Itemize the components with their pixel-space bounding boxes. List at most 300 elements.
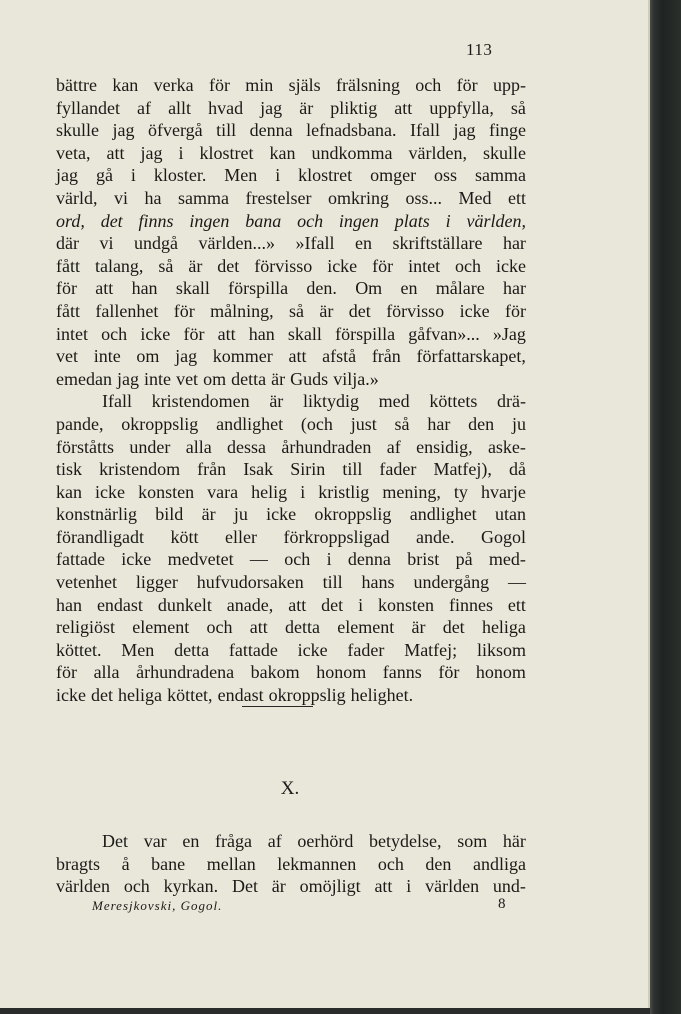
word: »Jag [492, 323, 526, 344]
word: själs [288, 75, 321, 95]
word: att [106, 142, 125, 163]
text-line [56, 97, 526, 120]
word: fyllandet [56, 97, 120, 118]
word: uppfylla, [429, 97, 494, 118]
word: och [415, 75, 442, 95]
word: lefnadsbana. [306, 120, 397, 141]
word: är [411, 617, 426, 638]
word: en [354, 233, 372, 254]
word: intet [56, 323, 88, 344]
word: Matfej), [433, 459, 492, 480]
word: vetenhet [56, 572, 117, 593]
text-line [56, 164, 526, 187]
text-line [56, 503, 526, 526]
word: af [386, 436, 401, 457]
word: jag [260, 97, 283, 118]
word: icke [95, 481, 126, 502]
word: fått [56, 255, 80, 276]
word: vi [99, 233, 114, 254]
word: var [143, 831, 167, 851]
word: med- [488, 549, 526, 570]
word: den [468, 413, 495, 434]
word: okroppslig [314, 504, 392, 525]
chapter-text [56, 830, 526, 898]
word: anade, [226, 594, 274, 615]
word: för [56, 662, 77, 683]
word: fallenhet [95, 300, 159, 321]
text-line [56, 616, 526, 639]
word: oss... [405, 187, 442, 208]
word: värld, [56, 187, 98, 208]
word: allt [168, 97, 192, 118]
word: afstå [322, 346, 357, 367]
word: fråga [215, 831, 253, 851]
word: icke [459, 300, 490, 321]
body-text [56, 74, 526, 707]
word: heliga [118, 685, 163, 706]
word: Sirin [290, 459, 326, 480]
chapter-heading: X. [280, 778, 300, 799]
word: okroppslig [268, 685, 346, 706]
word: ju [233, 504, 248, 525]
word: är [271, 876, 286, 897]
word: »Ifall [295, 233, 335, 254]
word: lekmannen [277, 853, 357, 874]
word: intet [408, 255, 441, 276]
word: till [322, 572, 343, 593]
word: liktydig [302, 391, 359, 412]
text-line [56, 548, 526, 571]
word: aske- [487, 436, 526, 457]
word: författarskapet, [416, 346, 526, 367]
word: jag [453, 120, 476, 141]
word: bane [151, 853, 186, 874]
word: oerhörd [297, 831, 354, 851]
word: icke [327, 255, 358, 276]
word: jag [56, 165, 78, 186]
text-line [56, 277, 526, 300]
word: heliga [481, 617, 526, 638]
word: förkroppsligad [283, 526, 390, 547]
word: — [249, 549, 268, 570]
word: ligger [135, 572, 178, 593]
chapter-line [56, 830, 526, 853]
word: undkomma [311, 142, 393, 163]
word: köttet. [56, 639, 102, 660]
word: det [91, 685, 114, 706]
word: i [358, 594, 364, 615]
word: målare [435, 278, 485, 299]
word: utan [494, 504, 526, 525]
word: fått [56, 300, 80, 321]
word: och [206, 617, 233, 638]
word: att [374, 876, 393, 897]
word: oss [434, 165, 458, 186]
text-line [56, 345, 526, 368]
word: mening, [382, 481, 441, 502]
word: att [394, 97, 413, 118]
word: för [183, 323, 205, 344]
word: skriftställare [392, 233, 483, 254]
word: icke [495, 255, 526, 276]
word: skulle [482, 142, 526, 163]
word: han [131, 278, 158, 299]
word: inte [93, 346, 121, 367]
word: konsten [138, 481, 195, 502]
text-line [56, 142, 526, 165]
word: kommer [212, 346, 273, 367]
word: han [248, 323, 275, 344]
word: Gogol [480, 526, 526, 547]
word: andliga [473, 853, 526, 874]
word: för [208, 75, 230, 95]
text-line [56, 526, 526, 549]
text-line [56, 232, 526, 255]
word: kristlig [318, 481, 370, 502]
word: konsten [378, 594, 435, 615]
text-line [56, 684, 526, 707]
word: i [130, 165, 136, 186]
word: samma [178, 187, 229, 208]
word: i [178, 142, 184, 163]
word: ord, [56, 210, 85, 231]
word: frestelser [245, 187, 312, 208]
word: är [269, 391, 284, 412]
word: den [425, 853, 452, 874]
word: pande, [56, 413, 104, 434]
word: århundraden [281, 436, 372, 457]
footer-signature: Meresjkovski, Gogol. [92, 898, 223, 913]
text-line [56, 368, 526, 391]
word: element [337, 617, 395, 638]
chapter-line [56, 853, 526, 876]
word: jag [175, 346, 198, 367]
word: förspilla [335, 323, 396, 344]
word: detta [174, 639, 210, 660]
word: vet [56, 346, 78, 367]
word: verka [153, 75, 194, 95]
word: målning, [210, 300, 274, 321]
word: jag [117, 368, 139, 389]
word: till [216, 120, 237, 141]
word: detta [284, 617, 320, 638]
word: köttet, [167, 685, 213, 706]
word: öfvergå [147, 120, 203, 141]
word: för [56, 278, 77, 299]
word: ingen [338, 210, 379, 231]
word: Matfej; [404, 639, 458, 660]
word: köttets [429, 391, 478, 412]
word: endast [217, 685, 264, 706]
word: i [445, 210, 451, 231]
word: hufvudorsaken [196, 572, 304, 593]
word: världen [56, 876, 110, 897]
word: und- [492, 876, 526, 897]
word: bana [245, 210, 282, 231]
chapter-line [56, 875, 526, 898]
word: det [348, 300, 371, 321]
word: fattade [56, 549, 105, 570]
word: hvad [208, 97, 244, 118]
word: kyrkan. [163, 876, 219, 897]
word: samma [474, 165, 526, 186]
word: den. [306, 278, 337, 299]
word: skall [175, 278, 210, 299]
word: klostret [199, 142, 254, 163]
word: jag [140, 142, 163, 163]
word: alla [93, 662, 120, 683]
word: att [288, 594, 307, 615]
word: okroppslig [121, 413, 199, 434]
text-line [56, 571, 526, 594]
word: har [502, 233, 526, 254]
word: undergång [413, 572, 490, 593]
word: dessa [227, 436, 267, 457]
word: honom [316, 662, 367, 683]
word: talang, [94, 255, 144, 276]
word: kött [170, 526, 199, 547]
word: här [502, 831, 526, 851]
word: frälsning [335, 75, 400, 95]
word: har [503, 278, 526, 299]
word: Om [355, 278, 383, 299]
word: att [288, 346, 307, 367]
word: är [188, 255, 203, 276]
word: pliktig [330, 97, 378, 118]
word: brist [407, 549, 440, 570]
word: hvarje [480, 481, 526, 502]
word: bild [155, 504, 184, 525]
word: dunkelt [157, 594, 212, 615]
word: Ifall [410, 120, 441, 141]
word: förvisso [386, 300, 445, 321]
word: på [455, 549, 473, 570]
word: det [442, 617, 465, 638]
word: i [300, 481, 306, 502]
word: förandligadt [56, 526, 144, 547]
word: omöjligt [299, 876, 361, 897]
word: ensidig, [416, 436, 473, 457]
word: där [56, 233, 79, 254]
word: undgå [134, 233, 178, 254]
book-spine [650, 0, 681, 1014]
text-line [56, 390, 526, 413]
text-line [56, 119, 526, 142]
word: upp- [492, 75, 526, 95]
word: för [504, 300, 526, 321]
word: ju [511, 413, 526, 434]
footer-sheet-number: 8 [498, 896, 506, 912]
word: finns [138, 210, 174, 231]
text-line [56, 255, 526, 278]
word: han [56, 594, 82, 615]
text-line [56, 661, 526, 684]
word: är [319, 300, 334, 321]
word: honom [475, 662, 526, 683]
word: omkring [327, 187, 389, 208]
word: Det [231, 876, 258, 897]
word: kan [269, 142, 296, 163]
word: andlighet [409, 504, 477, 525]
word: inte [144, 368, 172, 389]
word: kan [56, 481, 82, 502]
word: Men [121, 639, 155, 660]
text-line [56, 300, 526, 323]
word: ingen [189, 210, 230, 231]
section-divider [242, 706, 313, 707]
word: mellan [206, 853, 256, 874]
word: i [275, 165, 281, 186]
word: Med [458, 187, 492, 208]
word: om [136, 346, 160, 367]
word: världen, [466, 210, 526, 231]
word: drä- [497, 391, 526, 412]
word: vara [207, 481, 239, 502]
word: kristendomen [151, 391, 250, 412]
word: Ifall [102, 391, 132, 412]
text-line [56, 458, 526, 481]
word: icke [266, 504, 297, 525]
word: just [350, 413, 377, 434]
text-line [56, 74, 526, 97]
word: fader [379, 459, 417, 480]
text-line [56, 187, 526, 210]
word: kan [112, 75, 139, 95]
word: denna [347, 549, 391, 570]
word: fattade [228, 639, 278, 660]
word: religiöst [56, 617, 115, 638]
word: i [406, 876, 412, 897]
word: finnes [448, 594, 493, 615]
word: det [217, 255, 240, 276]
word: skulle [56, 120, 99, 141]
word: har [427, 413, 451, 434]
word: jag [112, 120, 135, 141]
word: och [101, 323, 128, 344]
word: ett [507, 594, 526, 615]
word: för [372, 255, 394, 276]
word: element [132, 617, 190, 638]
word: och [455, 255, 482, 276]
text-line [56, 639, 526, 662]
word: till [342, 459, 363, 480]
text-line [56, 481, 526, 504]
word: att [217, 323, 236, 344]
word: helighet. [350, 685, 414, 706]
word: (och [300, 413, 333, 434]
word: Men [224, 165, 258, 186]
word: skall [287, 323, 322, 344]
word: å [121, 853, 130, 874]
word: så [510, 97, 526, 118]
word: endast [96, 594, 143, 615]
word: af [267, 831, 282, 851]
word: förspilla [228, 278, 289, 299]
word: gåfvan»... [408, 323, 480, 344]
word: är [299, 97, 314, 118]
word: är [201, 504, 216, 525]
word: emedan [56, 368, 112, 389]
word: kloster. [153, 165, 207, 186]
word: världen...» [198, 233, 275, 254]
word: det [321, 594, 344, 615]
word: så [394, 413, 410, 434]
word: vet [176, 368, 199, 389]
word: omger [370, 165, 417, 186]
word: från [197, 459, 227, 480]
word: så [158, 255, 174, 276]
word: gå [95, 165, 113, 186]
word: kristendom [99, 459, 181, 480]
word: af [137, 97, 152, 118]
word: med [378, 391, 410, 412]
word: en [182, 831, 200, 851]
word: detta [231, 368, 267, 389]
word: hans [361, 572, 395, 593]
word: konstnärlig [56, 504, 137, 525]
word: och [284, 549, 311, 570]
word: som [457, 831, 488, 851]
word: bättre [56, 75, 97, 95]
page-number: 113 [466, 40, 493, 59]
word: för [173, 300, 195, 321]
word: ande. [415, 526, 455, 547]
word: tisk [56, 459, 83, 480]
word: då [508, 459, 526, 480]
word: att [249, 617, 268, 638]
word: — [507, 572, 526, 593]
text-line [56, 413, 526, 436]
word: icke [297, 639, 328, 660]
word: min [245, 75, 274, 95]
word: förståtts [56, 436, 114, 457]
word: andlighet [216, 413, 284, 434]
word: medvetet [167, 549, 234, 570]
word: denna [249, 120, 293, 141]
word: och [123, 876, 150, 897]
word: helig [251, 481, 288, 502]
word: världen [425, 876, 480, 897]
word: vilja.» [333, 368, 379, 389]
word: århundradena [136, 662, 235, 683]
word: klostret [298, 165, 353, 186]
word: förvisso [254, 255, 313, 276]
word: under [129, 436, 171, 457]
word: fanns [382, 662, 422, 683]
word: och [377, 853, 404, 874]
word: icke [140, 323, 171, 344]
word: veta, [56, 142, 91, 163]
word: från [371, 346, 401, 367]
word: bragts [56, 853, 100, 874]
word: ty [453, 481, 468, 502]
word: Guds [290, 368, 329, 389]
text-line [56, 436, 526, 459]
word: att [95, 278, 114, 299]
word: bakom [250, 662, 300, 683]
text-line [56, 594, 526, 617]
word: för [456, 75, 478, 95]
word: plats [394, 210, 430, 231]
word: ha [144, 187, 162, 208]
word: en [400, 278, 418, 299]
word: det [100, 210, 123, 231]
word: för [438, 662, 460, 683]
word: betydelse, [369, 831, 442, 851]
word: alla [185, 436, 212, 457]
text-line [56, 323, 526, 346]
word: icke [56, 685, 86, 706]
